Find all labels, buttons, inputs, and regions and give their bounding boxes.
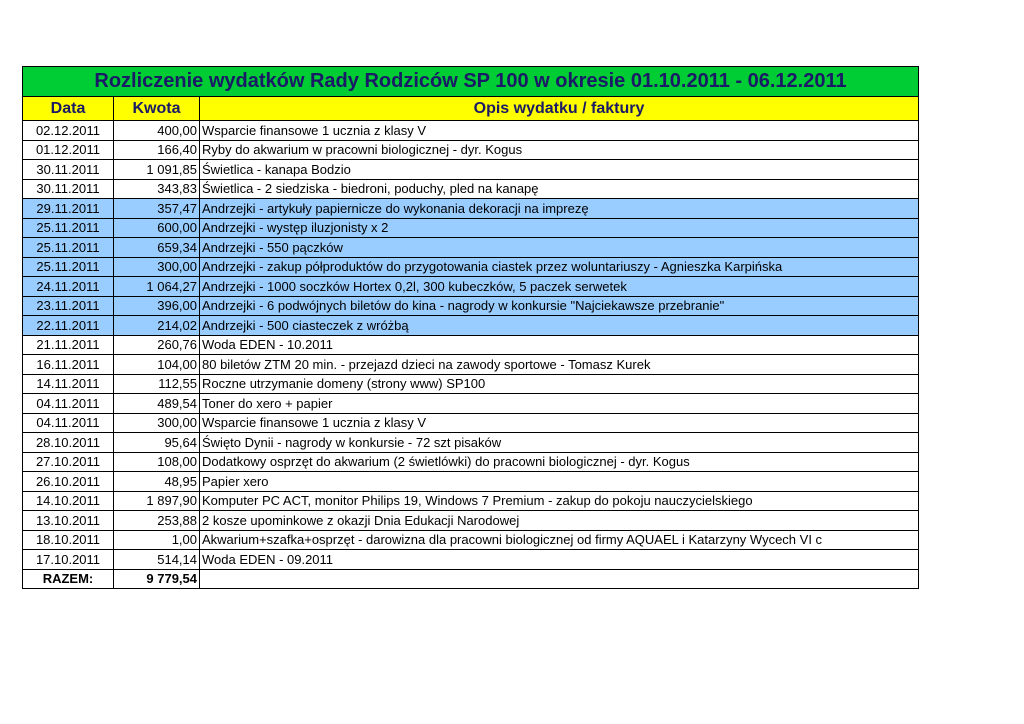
row-date: 17.10.2011 <box>23 550 114 570</box>
column-header-date: Data <box>23 97 114 121</box>
row-amount: 600,00 <box>114 218 200 238</box>
table-row <box>23 277 919 297</box>
total-row <box>23 569 919 589</box>
table-body <box>23 121 919 570</box>
expense-table <box>22 66 919 589</box>
table-row <box>23 433 919 453</box>
row-date: 02.12.2011 <box>23 121 114 141</box>
table-row <box>23 511 919 531</box>
row-description: Andrzejki - występ iluzjonisty x 2 <box>200 218 919 238</box>
table-row <box>23 238 919 258</box>
table-row <box>23 316 919 336</box>
column-header-description: Opis wydatku / faktury <box>200 97 919 121</box>
row-amount: 357,47 <box>114 199 200 219</box>
row-amount: 400,00 <box>114 121 200 141</box>
row-date: 21.11.2011 <box>23 335 114 355</box>
row-amount: 112,55 <box>114 374 200 394</box>
header-row <box>23 97 919 121</box>
row-description: Ryby do akwarium w pracowni biologicznej - dyr. Kogus <box>200 140 919 160</box>
row-description: 80 biletów ZTM 20 min. - przejazd dzieci na zawody sportowe - Tomasz Kurek <box>200 355 919 375</box>
table-row <box>23 121 919 141</box>
table-row <box>23 160 919 180</box>
column-header-amount: Kwota <box>114 97 200 121</box>
page-title: Rozliczenie wydatków Rady Rodziców SP 100 w okresie 01.10.2011 - 06.12.2011 <box>23 67 919 97</box>
row-description: Dodatkowy osprzęt do akwarium (2 świetlówki) do pracowni biologicznej - dyr. Kogus <box>200 452 919 472</box>
row-amount: 300,00 <box>114 413 200 433</box>
row-description: Andrzejki - 500 ciasteczek z wróżbą <box>200 316 919 336</box>
row-date: 18.10.2011 <box>23 530 114 550</box>
row-amount: 396,00 <box>114 296 200 316</box>
row-amount: 1,00 <box>114 530 200 550</box>
row-description: Papier xero <box>200 472 919 492</box>
row-date: 25.11.2011 <box>23 218 114 238</box>
row-date: 25.11.2011 <box>23 257 114 277</box>
table-row <box>23 179 919 199</box>
total-amount: 9 779,54 <box>114 569 200 589</box>
row-date: 01.12.2011 <box>23 140 114 160</box>
row-date: 26.10.2011 <box>23 472 114 492</box>
table-row <box>23 140 919 160</box>
table-row <box>23 218 919 238</box>
table-row <box>23 199 919 219</box>
table-row <box>23 491 919 511</box>
row-description: Andrzejki - artykuły papiernicze do wykonania dekoracji na imprezę <box>200 199 919 219</box>
table-row <box>23 550 919 570</box>
table-row <box>23 355 919 375</box>
row-description: Toner do xero + papier <box>200 394 919 414</box>
table-row <box>23 530 919 550</box>
row-description: Andrzejki - 550 pączków <box>200 238 919 258</box>
row-amount: 659,34 <box>114 238 200 258</box>
row-amount: 253,88 <box>114 511 200 531</box>
table-row <box>23 257 919 277</box>
row-amount: 108,00 <box>114 452 200 472</box>
row-date: 13.10.2011 <box>23 511 114 531</box>
row-date: 27.10.2011 <box>23 452 114 472</box>
row-amount: 104,00 <box>114 355 200 375</box>
total-description <box>200 569 919 589</box>
row-date: 16.11.2011 <box>23 355 114 375</box>
row-date: 14.11.2011 <box>23 374 114 394</box>
table-row <box>23 394 919 414</box>
table-row <box>23 413 919 433</box>
row-description: Andrzejki - 6 podwójnych biletów do kina - nagrody w konkursie "Najciekawsze przebranie" <box>200 296 919 316</box>
table-row <box>23 472 919 492</box>
row-date: 29.11.2011 <box>23 199 114 219</box>
row-amount: 260,76 <box>114 335 200 355</box>
row-date: 25.11.2011 <box>23 238 114 258</box>
row-description: Andrzejki - 1000 soczków Hortex 0,2l, 300 kubeczków, 5 paczek serwetek <box>200 277 919 297</box>
title-row <box>23 67 919 97</box>
row-date: 30.11.2011 <box>23 179 114 199</box>
row-amount: 300,00 <box>114 257 200 277</box>
row-description: Święto Dynii - nagrody w konkursie - 72 szt pisaków <box>200 433 919 453</box>
row-date: 14.10.2011 <box>23 491 114 511</box>
row-amount: 514,14 <box>114 550 200 570</box>
row-date: 23.11.2011 <box>23 296 114 316</box>
row-amount: 1 064,27 <box>114 277 200 297</box>
row-description: Wsparcie finansowe 1 ucznia z klasy V <box>200 121 919 141</box>
row-description: Świetlica - kanapa Bodzio <box>200 160 919 180</box>
row-date: 22.11.2011 <box>23 316 114 336</box>
total-label: RAZEM: <box>23 569 114 589</box>
row-amount: 1 091,85 <box>114 160 200 180</box>
row-amount: 48,95 <box>114 472 200 492</box>
row-amount: 1 897,90 <box>114 491 200 511</box>
row-amount: 166,40 <box>114 140 200 160</box>
row-description: Komputer PC ACT, monitor Philips 19, Windows 7 Premium - zakup do pokoju nauczycielskiego <box>200 491 919 511</box>
row-description: Woda EDEN - 10.2011 <box>200 335 919 355</box>
row-description: Roczne utrzymanie domeny (strony www) SP100 <box>200 374 919 394</box>
row-description: 2 kosze upominkowe z okazji Dnia Edukacji Narodowej <box>200 511 919 531</box>
row-amount: 489,54 <box>114 394 200 414</box>
row-date: 04.11.2011 <box>23 413 114 433</box>
row-description: Woda EDEN - 09.2011 <box>200 550 919 570</box>
row-description: Akwarium+szafka+osprzęt - darowizna dla pracowni biologicznej od firmy AQUAEL i Katarzyny Wycech VI c <box>200 530 919 550</box>
row-description: Wsparcie finansowe 1 ucznia z klasy V <box>200 413 919 433</box>
row-amount: 214,02 <box>114 316 200 336</box>
table-row <box>23 452 919 472</box>
table-row <box>23 374 919 394</box>
row-date: 28.10.2011 <box>23 433 114 453</box>
row-amount: 95,64 <box>114 433 200 453</box>
table-row <box>23 335 919 355</box>
row-description: Andrzejki - zakup półproduktów do przygotowania ciastek przez woluntariuszy - Agnieszka Karpińska <box>200 257 919 277</box>
row-date: 04.11.2011 <box>23 394 114 414</box>
row-amount: 343,83 <box>114 179 200 199</box>
row-description: Świetlica - 2 siedziska - biedroni, poduchy, pled na kanapę <box>200 179 919 199</box>
table-row <box>23 296 919 316</box>
row-date: 30.11.2011 <box>23 160 114 180</box>
row-date: 24.11.2011 <box>23 277 114 297</box>
